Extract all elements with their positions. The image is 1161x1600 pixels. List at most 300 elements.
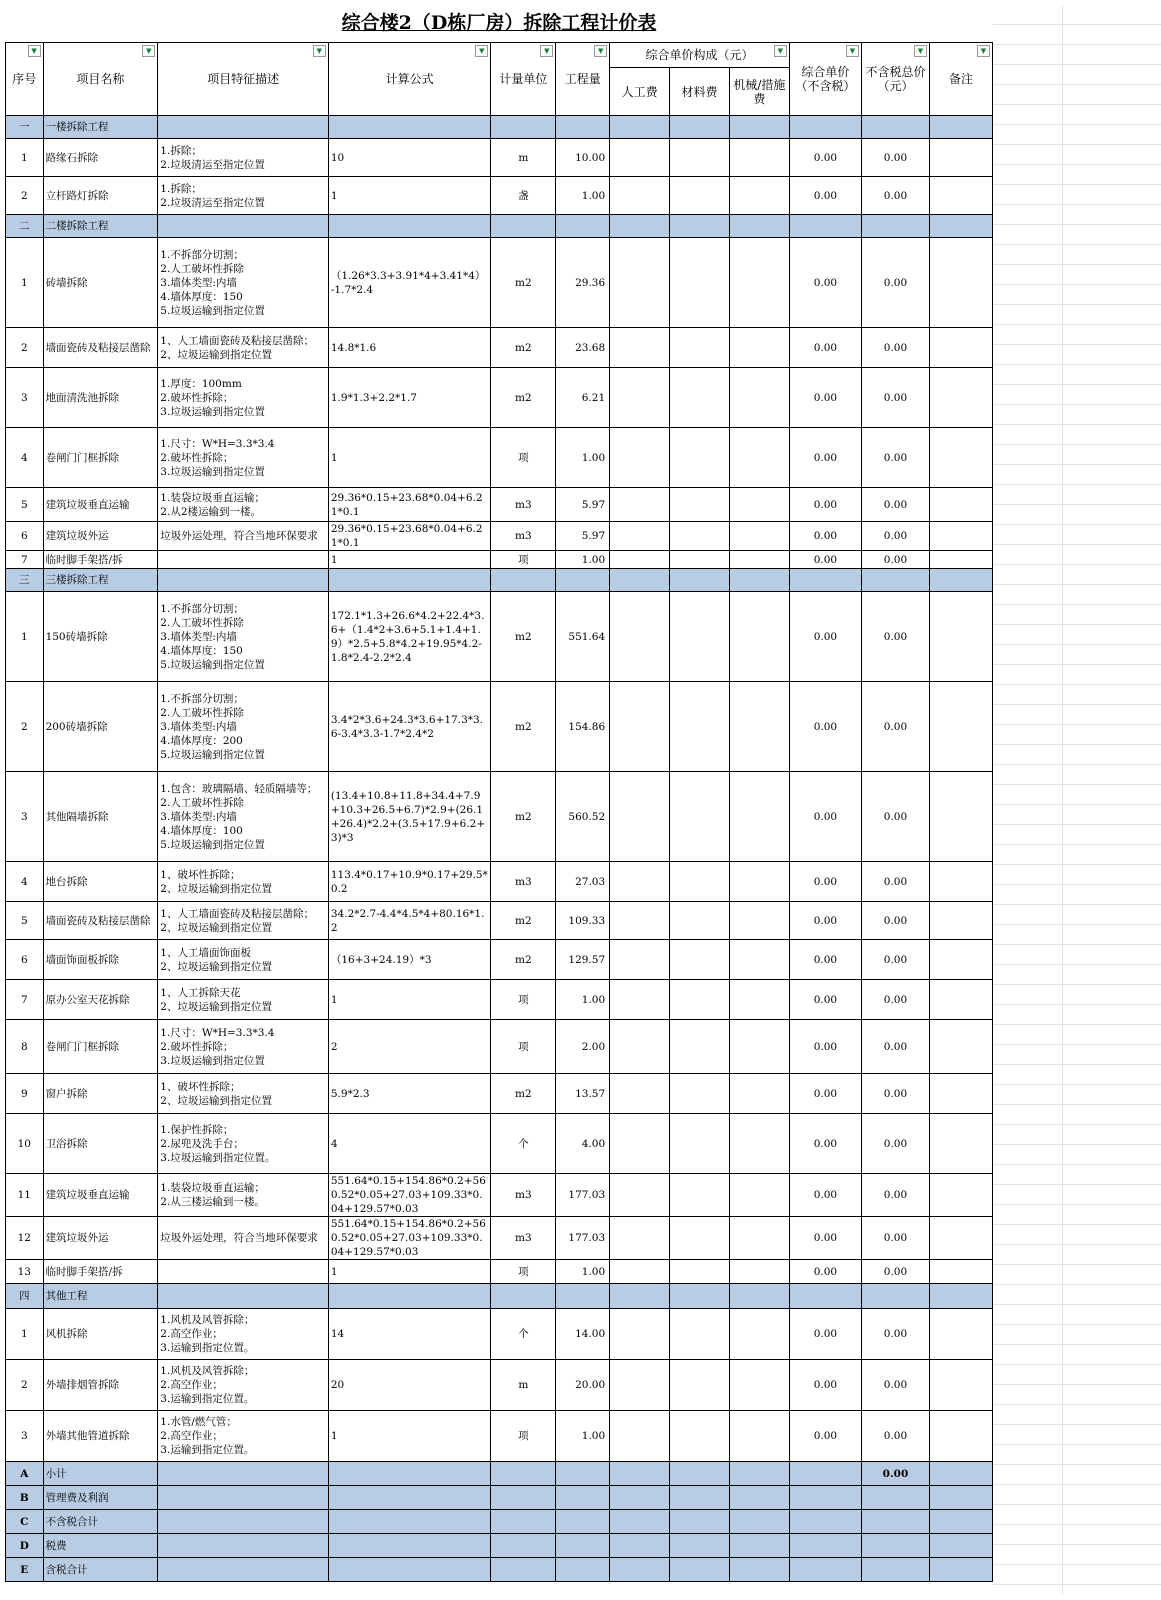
cell-desc[interactable]: 1.不拆部分切割； 2.人工破坏性拆除 3.墙体类型:内墙 4.墙体厚度：200 5.垃圾运输到指定位置 [158,682,329,772]
cell-formula[interactable]: 14 [328,1309,490,1360]
cell-total[interactable]: 0.00 [861,682,929,772]
cell-remark[interactable] [929,682,992,772]
cell-qty[interactable]: 154.86 [556,682,610,772]
cell-formula[interactable]: 551.64*0.15+154.86*0.2+560.52*0.05+27.03+109.33*0.04+129.57*0.03 [328,1217,490,1260]
cell-unit-price[interactable]: 0.00 [789,522,861,551]
cell-material[interactable] [670,1074,730,1114]
cell-machine[interactable] [729,488,789,522]
cell-empty[interactable] [556,1284,610,1309]
cell-desc[interactable]: 1、人工墙面瓷砖及粘接层凿除； 2、垃圾运输到指定位置 [158,328,329,368]
cell-desc[interactable]: 1.拆除； 2.垃圾清运至指定位置 [158,139,329,177]
cell-qty[interactable]: 13.57 [556,1074,610,1114]
cell-total[interactable]: 0.00 [861,1174,929,1217]
cell-unit[interactable]: m2 [491,902,556,940]
cell-empty[interactable] [556,215,610,238]
cell-formula[interactable]: 1 [328,177,490,215]
cell-seq[interactable]: 10 [6,1114,44,1174]
cell-formula[interactable]: 2 [328,1020,490,1074]
cell-machine[interactable] [729,1309,789,1360]
cell-section-name[interactable]: 二楼拆除工程 [43,215,158,238]
cell-summary-name[interactable]: 不含税合计 [43,1510,158,1534]
col-header-remark[interactable]: ▼ 备注 [929,43,992,116]
cell-formula[interactable]: （1.26*3.3+3.91*4+3.41*4）-1.7*2.4 [328,238,490,328]
cell-machine[interactable] [729,177,789,215]
cell-material[interactable] [670,682,730,772]
cell-desc[interactable]: 1.装袋垃圾垂直运输； 2.从2楼运输到一楼。 [158,488,329,522]
cell-empty[interactable] [670,1462,730,1486]
cell-qty[interactable]: 27.03 [556,862,610,902]
cell-formula[interactable]: 29.36*0.15+23.68*0.04+6.21*0.1 [328,522,490,551]
cell-material[interactable] [670,522,730,551]
cell-name[interactable]: 200砖墙拆除 [43,682,158,772]
cell-remark[interactable] [929,1114,992,1174]
cell-remark[interactable] [929,902,992,940]
cell-name[interactable]: 砖墙拆除 [43,238,158,328]
cell-unit-price[interactable]: 0.00 [789,428,861,488]
cell-total[interactable]: 0.00 [861,368,929,428]
col-header-seq[interactable]: ▼ 序号 [6,43,44,116]
cell-unit[interactable]: m2 [491,328,556,368]
cell-empty[interactable] [328,1510,490,1534]
cell-qty[interactable]: 1.00 [556,428,610,488]
cell-total[interactable]: 0.00 [861,1411,929,1462]
cell-total[interactable]: 0.00 [861,428,929,488]
cell-name[interactable]: 卫浴拆除 [43,1114,158,1174]
cell-labor[interactable] [610,488,670,522]
cell-unit-price[interactable]: 0.00 [789,368,861,428]
cell-total[interactable]: 0.00 [861,238,929,328]
cell-unit[interactable]: 项 [491,1411,556,1462]
cell-empty[interactable] [610,1534,670,1558]
cell-material[interactable] [670,1411,730,1462]
cell-unit[interactable]: m2 [491,682,556,772]
cell-machine[interactable] [729,902,789,940]
cell-unit-price[interactable]: 0.00 [789,1020,861,1074]
cell-qty[interactable]: 129.57 [556,940,610,980]
cell-name[interactable]: 地台拆除 [43,862,158,902]
cell-name[interactable]: 150砖墙拆除 [43,592,158,682]
cell-seq[interactable]: 2 [6,1360,44,1411]
cell-qty[interactable]: 1.00 [556,1411,610,1462]
cell-machine[interactable] [729,1217,789,1260]
cell-desc[interactable]: 1.包含：玻璃隔墙、轻质隔墙等； 2.人工破坏性拆除 3.墙体类型:内墙 4.墙体厚度：100 5.垃圾运输到指定位置 [158,772,329,862]
cell-remark[interactable] [929,238,992,328]
cell-remark[interactable] [929,1411,992,1462]
cell-empty[interactable] [328,1534,490,1558]
cell-labor[interactable] [610,1260,670,1284]
cell-remark[interactable] [929,772,992,862]
cell-machine[interactable] [729,1074,789,1114]
cell-total[interactable]: 0.00 [861,551,929,569]
cell-seq[interactable]: 2 [6,177,44,215]
cell-machine[interactable] [729,592,789,682]
cell-empty[interactable] [670,1534,730,1558]
cell-material[interactable] [670,862,730,902]
cell-seq[interactable]: 6 [6,940,44,980]
cell-unit-price[interactable]: 0.00 [789,862,861,902]
cell-name[interactable]: 墙面饰面板拆除 [43,940,158,980]
cell-unit[interactable]: m2 [491,592,556,682]
cell-formula[interactable]: 10 [328,139,490,177]
cell-total[interactable]: 0.00 [861,1462,929,1486]
cell-seq[interactable]: 2 [6,682,44,772]
cell-unit[interactable]: 项 [491,1020,556,1074]
cell-total[interactable]: 0.00 [861,139,929,177]
cell-remark[interactable] [929,1020,992,1074]
cell-summary-name[interactable]: 税费 [43,1534,158,1558]
cell-unit-price[interactable]: 0.00 [789,1174,861,1217]
cell-section-name[interactable]: 一楼拆除工程 [43,116,158,139]
cell-unit[interactable]: m2 [491,772,556,862]
cell-labor[interactable] [610,682,670,772]
cell-remark[interactable] [929,980,992,1020]
cell-labor[interactable] [610,551,670,569]
cell-empty[interactable] [556,116,610,139]
cell-remark[interactable] [929,1510,992,1534]
cell-seq[interactable]: 一 [6,116,44,139]
cell-formula[interactable]: 1 [328,428,490,488]
cell-name[interactable]: 风机拆除 [43,1309,158,1360]
cell-remark[interactable] [929,177,992,215]
cell-machine[interactable] [729,940,789,980]
cell-total[interactable]: 0.00 [861,1309,929,1360]
cell-unit-price[interactable]: 0.00 [789,592,861,682]
cell-desc[interactable]: 1.不拆部分切割； 2.人工破坏性拆除 3.墙体类型:内墙 4.墙体厚度：150 5.垃圾运输到指定位置 [158,592,329,682]
cell-unit-price[interactable]: 0.00 [789,1260,861,1284]
cell-seq[interactable]: D [6,1534,44,1558]
cell-unit[interactable]: 项 [491,1260,556,1284]
cell-seq[interactable]: 4 [6,428,44,488]
cell-remark[interactable] [929,592,992,682]
col-header-formula[interactable]: ▼ 计算公式 [328,43,490,116]
cell-labor[interactable] [610,328,670,368]
cell-empty[interactable] [328,215,490,238]
cell-machine[interactable] [729,1174,789,1217]
cell-seq[interactable]: 3 [6,368,44,428]
cell-unit-price[interactable]: 0.00 [789,682,861,772]
cell-remark[interactable] [929,488,992,522]
cell-machine[interactable] [729,682,789,772]
cell-formula[interactable]: 1 [328,980,490,1020]
cell-qty[interactable]: 4.00 [556,1114,610,1174]
cell-material[interactable] [670,428,730,488]
cell-machine[interactable] [729,980,789,1020]
cell-labor[interactable] [610,772,670,862]
cell-qty[interactable]: 5.97 [556,522,610,551]
cell-machine[interactable] [729,1411,789,1462]
cell-empty[interactable] [556,1558,610,1582]
cell-material[interactable] [670,1309,730,1360]
cell-name[interactable]: 路缘石拆除 [43,139,158,177]
cell-labor[interactable] [610,1309,670,1360]
cell-unit[interactable]: 盏 [491,177,556,215]
cell-unit-price[interactable]: 0.00 [789,940,861,980]
cell-summary-name[interactable]: 小计 [43,1462,158,1486]
cell-empty[interactable] [789,1534,861,1558]
cell-formula[interactable]: 1 [328,551,490,569]
cell-remark[interactable] [929,428,992,488]
cell-seq[interactable]: 1 [6,1309,44,1360]
cell-total[interactable]: 0.00 [861,1114,929,1174]
cell-seq[interactable]: 1 [6,592,44,682]
cell-material[interactable] [670,1020,730,1074]
cell-empty[interactable] [158,1558,329,1582]
cell-total[interactable]: 0.00 [861,772,929,862]
cell-seq[interactable]: 二 [6,215,44,238]
cell-formula[interactable]: 113.4*0.17+10.9*0.17+29.5*0.2 [328,862,490,902]
cell-empty[interactable] [929,215,992,238]
cell-qty[interactable]: 1.00 [556,1260,610,1284]
dropdown-filter-icon[interactable]: ▼ [774,45,787,57]
cell-empty[interactable] [610,1558,670,1582]
cell-unit-price[interactable]: 0.00 [789,1114,861,1174]
cell-machine[interactable] [729,1020,789,1074]
cell-seq[interactable]: 1 [6,139,44,177]
cell-unit-price[interactable]: 0.00 [789,238,861,328]
cell-material[interactable] [670,1174,730,1217]
cell-machine[interactable] [729,428,789,488]
cell-desc[interactable]: 1.装袋垃圾垂直运输； 2.从三楼运输到一楼。 [158,1174,329,1217]
col-header-group[interactable]: ▼ 综合单价构成（元） [610,43,790,68]
cell-empty[interactable] [789,569,861,592]
cell-total[interactable]: 0.00 [861,328,929,368]
cell-desc[interactable]: 垃圾外运处理，符合当地环保要求 [158,1217,329,1260]
cell-unit-price[interactable]: 0.00 [789,328,861,368]
cell-total[interactable]: 0.00 [861,592,929,682]
cell-desc[interactable]: 1.不拆部分切割； 2.人工破坏性拆除 3.墙体类型:内墙 4.墙体厚度：150 5.垃圾运输到指定位置 [158,238,329,328]
cell-unit[interactable]: 个 [491,1114,556,1174]
cell-empty[interactable] [158,1534,329,1558]
cell-total[interactable]: 0.00 [861,522,929,551]
cell-name[interactable]: 临时脚手架搭/拆 [43,551,158,569]
cell-summary-name[interactable]: 管理费及利润 [43,1486,158,1510]
col-header-unit[interactable]: ▼ 计量单位 [491,43,556,116]
cell-seq[interactable]: 4 [6,862,44,902]
cell-formula[interactable]: 3.4*2*3.6+24.3*3.6+17.3*3.6-3.4*3.3-1.7*2.4*2 [328,682,490,772]
cell-remark[interactable] [929,1534,992,1558]
cell-formula[interactable]: （16+3+24.19）*3 [328,940,490,980]
cell-labor[interactable] [610,522,670,551]
cell-desc[interactable]: 1.风机及风管拆除； 2.高空作业； 3.运输到指定位置。 [158,1309,329,1360]
dropdown-filter-icon[interactable]: ▼ [142,45,155,57]
cell-total[interactable]: 0.00 [861,902,929,940]
cell-unit-price[interactable]: 0.00 [789,772,861,862]
cell-total[interactable]: 0.00 [861,488,929,522]
cell-empty[interactable] [158,1462,329,1486]
cell-empty[interactable] [328,1558,490,1582]
cell-labor[interactable] [610,1360,670,1411]
cell-material[interactable] [670,592,730,682]
col-header-qty[interactable]: ▼ 工程量 [556,43,610,116]
cell-empty[interactable] [929,569,992,592]
cell-material[interactable] [670,772,730,862]
cell-unit[interactable]: 项 [491,551,556,569]
cell-desc[interactable]: 1.拆除； 2.垃圾清运至指定位置 [158,177,329,215]
cell-total[interactable] [861,1534,929,1558]
cell-formula[interactable]: 29.36*0.15+23.68*0.04+6.21*0.1 [328,488,490,522]
cell-remark[interactable] [929,551,992,569]
cell-qty[interactable]: 551.64 [556,592,610,682]
cell-empty[interactable] [861,116,929,139]
cell-desc[interactable]: 1.保护性拆除； 2.尿兜及洗手台； 3.垃圾运输到指定位置。 [158,1114,329,1174]
cell-unit[interactable]: m2 [491,368,556,428]
cell-empty[interactable] [789,1558,861,1582]
cell-unit[interactable]: m3 [491,488,556,522]
dropdown-filter-icon[interactable]: ▼ [313,45,326,57]
cell-unit-price[interactable]: 0.00 [789,1074,861,1114]
cell-empty[interactable] [158,215,329,238]
cell-labor[interactable] [610,980,670,1020]
cell-material[interactable] [670,139,730,177]
cell-material[interactable] [670,1217,730,1260]
cell-machine[interactable] [729,139,789,177]
cell-material[interactable] [670,902,730,940]
cell-remark[interactable] [929,328,992,368]
cell-unit-price[interactable]: 0.00 [789,139,861,177]
cell-section-name[interactable]: 其他工程 [43,1284,158,1309]
cell-remark[interactable] [929,1558,992,1582]
cell-seq[interactable]: 11 [6,1174,44,1217]
cell-seq[interactable]: 5 [6,902,44,940]
cell-unit[interactable]: m3 [491,522,556,551]
cell-empty[interactable] [158,569,329,592]
cell-empty[interactable] [491,116,556,139]
cell-qty[interactable]: 1.00 [556,980,610,1020]
cell-labor[interactable] [610,428,670,488]
cell-qty[interactable]: 23.68 [556,328,610,368]
cell-empty[interactable] [556,1462,610,1486]
cell-name[interactable]: 墙面瓷砖及粘接层凿除 [43,328,158,368]
cell-material[interactable] [670,980,730,1020]
cell-empty[interactable] [158,116,329,139]
col-header-unit-price[interactable]: ▼ 综合单价（不含税） [789,43,861,116]
cell-remark[interactable] [929,1174,992,1217]
cell-remark[interactable] [929,1074,992,1114]
cell-labor[interactable] [610,940,670,980]
cell-labor[interactable] [610,1174,670,1217]
cell-remark[interactable] [929,940,992,980]
cell-desc[interactable]: 1.尺寸：W*H=3.3*3.4 2.破坏性拆除； 3.垃圾运输到指定位置 [158,1020,329,1074]
cell-total[interactable] [861,1558,929,1582]
cell-empty[interactable] [610,215,670,238]
cell-total[interactable]: 0.00 [861,862,929,902]
cell-qty[interactable]: 560.52 [556,772,610,862]
cell-unit[interactable]: 个 [491,1309,556,1360]
cell-seq[interactable]: 1 [6,238,44,328]
cell-formula[interactable]: 1 [328,1411,490,1462]
cell-empty[interactable] [158,1510,329,1534]
cell-desc[interactable]: 1、人工墙面瓷砖及粘接层凿除； 2、垃圾运输到指定位置 [158,902,329,940]
cell-name[interactable]: 外墙其他管道拆除 [43,1411,158,1462]
cell-remark[interactable] [929,862,992,902]
col-header-name[interactable]: ▼ 项目名称 [43,43,158,116]
cell-desc[interactable]: 1、人工墙面饰面板 2、垃圾运输到指定位置 [158,940,329,980]
cell-remark[interactable] [929,1486,992,1510]
cell-seq[interactable]: 12 [6,1217,44,1260]
dropdown-filter-icon[interactable]: ▼ [540,45,553,57]
cell-name[interactable]: 原办公室天花拆除 [43,980,158,1020]
cell-remark[interactable] [929,1217,992,1260]
cell-material[interactable] [670,1114,730,1174]
cell-empty[interactable] [670,569,730,592]
cell-material[interactable] [670,488,730,522]
cell-unit-price[interactable]: 0.00 [789,1217,861,1260]
cell-empty[interactable] [929,116,992,139]
cell-formula[interactable]: 1.9*1.3+2.2*1.7 [328,368,490,428]
cell-name[interactable]: 建筑垃圾外运 [43,522,158,551]
cell-seq[interactable]: 四 [6,1284,44,1309]
cell-labor[interactable] [610,1020,670,1074]
dropdown-filter-icon[interactable]: ▼ [914,45,927,57]
cell-unit[interactable]: 项 [491,428,556,488]
cell-unit[interactable]: m3 [491,862,556,902]
cell-total[interactable]: 0.00 [861,1020,929,1074]
cell-qty[interactable]: 6.21 [556,368,610,428]
cell-seq[interactable]: 5 [6,488,44,522]
cell-seq[interactable]: E [6,1558,44,1582]
cell-formula[interactable]: 5.9*2.3 [328,1074,490,1114]
cell-material[interactable] [670,551,730,569]
cell-empty[interactable] [491,569,556,592]
cell-machine[interactable] [729,551,789,569]
cell-empty[interactable] [670,1510,730,1534]
cell-labor[interactable] [610,238,670,328]
cell-qty[interactable]: 14.00 [556,1309,610,1360]
cell-formula[interactable]: 34.2*2.7-4.4*4.5*4+80.16*1.2 [328,902,490,940]
cell-qty[interactable]: 177.03 [556,1174,610,1217]
cell-unit-price[interactable]: 0.00 [789,1411,861,1462]
col-header-total[interactable]: ▼ 不含税总价（元） [861,43,929,116]
cell-remark[interactable] [929,1260,992,1284]
cell-empty[interactable] [491,1534,556,1558]
cell-desc[interactable] [158,551,329,569]
cell-machine[interactable] [729,862,789,902]
cell-formula[interactable]: 551.64*0.15+154.86*0.2+560.52*0.05+27.03+109.33*0.04+129.57*0.03 [328,1174,490,1217]
cell-empty[interactable] [729,1534,789,1558]
cell-unit-price[interactable]: 0.00 [789,551,861,569]
cell-unit[interactable]: m [491,139,556,177]
cell-unit[interactable]: m2 [491,1074,556,1114]
cell-empty[interactable] [610,1510,670,1534]
cell-empty[interactable] [789,116,861,139]
cell-desc[interactable]: 1、破坏性拆除； 2、垃圾运输到指定位置 [158,862,329,902]
cell-material[interactable] [670,177,730,215]
cell-empty[interactable] [729,569,789,592]
cell-empty[interactable] [789,1462,861,1486]
cell-empty[interactable] [328,569,490,592]
cell-empty[interactable] [670,215,730,238]
cell-unit-price[interactable]: 0.00 [789,980,861,1020]
cell-material[interactable] [670,368,730,428]
cell-seq[interactable]: 2 [6,328,44,368]
cell-empty[interactable] [556,1510,610,1534]
cell-empty[interactable] [491,215,556,238]
cell-total[interactable]: 0.00 [861,1074,929,1114]
cell-empty[interactable] [789,1510,861,1534]
cell-qty[interactable]: 20.00 [556,1360,610,1411]
cell-unit-price[interactable]: 0.00 [789,177,861,215]
cell-remark[interactable] [929,1360,992,1411]
cell-unit[interactable]: m3 [491,1217,556,1260]
cell-seq[interactable]: C [6,1510,44,1534]
cell-empty[interactable] [789,215,861,238]
dropdown-filter-icon[interactable]: ▼ [846,45,859,57]
cell-empty[interactable] [610,1486,670,1510]
cell-unit[interactable]: m2 [491,238,556,328]
cell-empty[interactable] [861,569,929,592]
cell-empty[interactable] [929,1284,992,1309]
cell-empty[interactable] [328,116,490,139]
